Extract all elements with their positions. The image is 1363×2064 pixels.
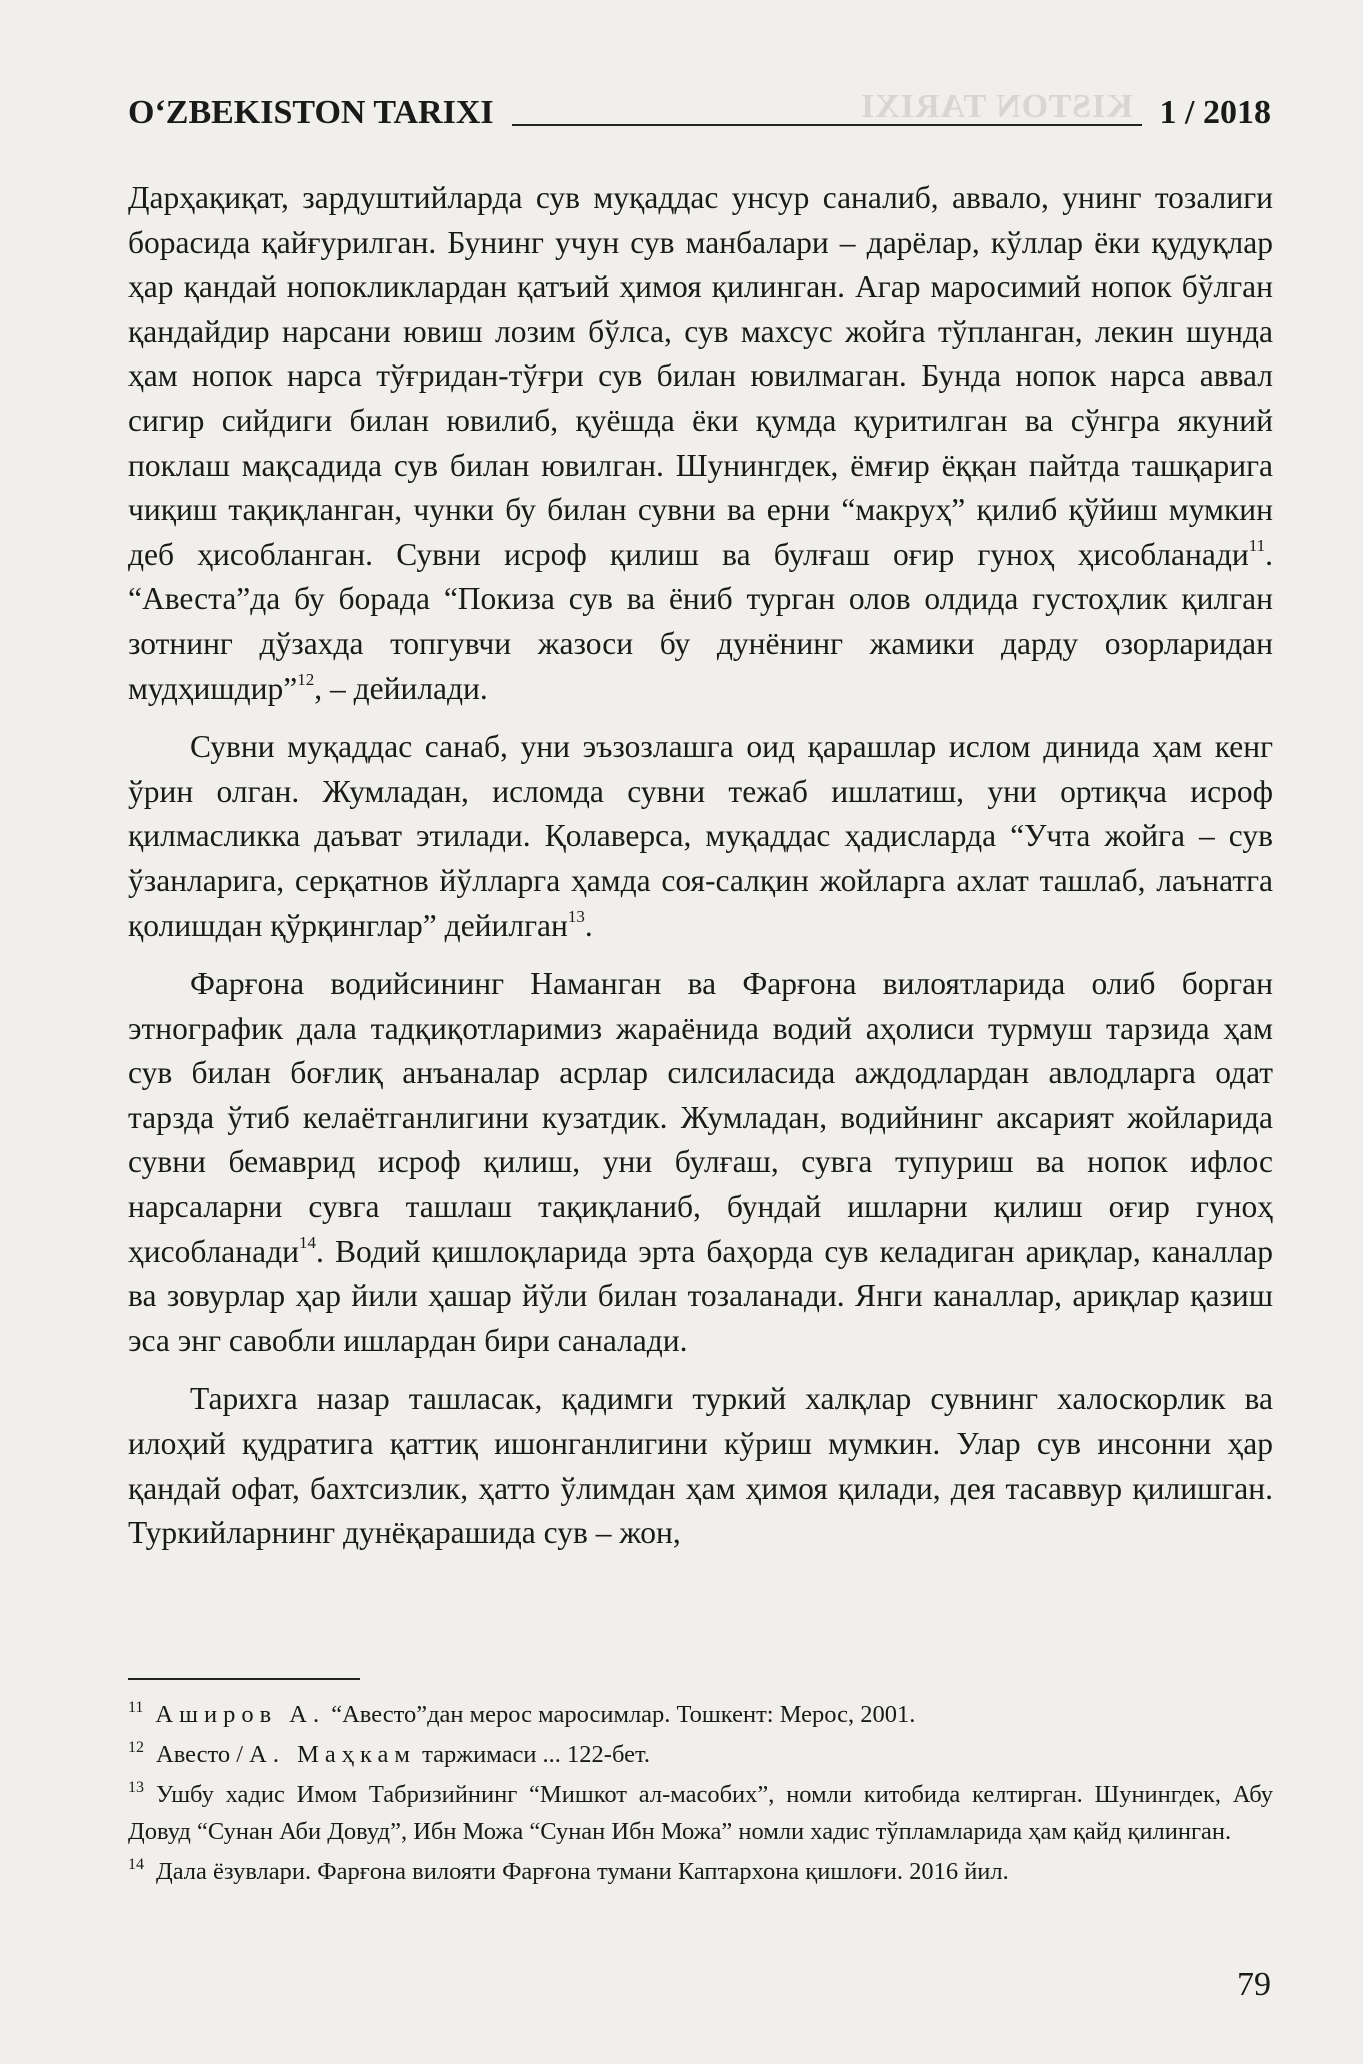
footnote-ref[interactable]: 13 [567,906,585,926]
paragraph-text: Сувни муқаддас санаб, уни эъзозлашга оид қарашлар ислом динида ҳам кенг ўрин олган. Жумладан, исломда сувни тежаб ишлатиш, уни ортиқча исроф қилмасликка даъват этилади. Қолаверса, муқаддас ҳадисларда “Учта жойга – сув ўзанларига, серқатнов йўлларга ҳамда соя-салқин жойларга ахлат ташлаб, лаънатга қолишдан қўрқинглар” дейилган [128,729,1273,943]
paragraph [128,725,1273,948]
footnote-text: “Авесто”дан мерос маросимлар. Тошкент: Мерос, 2001. [325,1701,916,1728]
paragraph-text: . Водий қишлоқларида эрта баҳорда сув келадиган ариқлар, каналлар ва зовурлар ҳар йили ҳашар йўли билан тозаланади. Янги каналлар, ариқлар қазиш эса энг савобли ишлардан бири саналади. [128,1233,1273,1358]
footnote-ref[interactable]: 12 [297,669,315,689]
footnote [128,1776,1273,1850]
footnote-separator [128,1678,360,1680]
bleed-through-text: KISTON TARIXI [860,88,1133,125]
header-rule [512,124,1142,126]
paragraph [128,962,1273,1363]
running-header [128,88,1271,132]
page-number: 79 [1237,1966,1271,2003]
paragraph-text: , – дейилади. [314,670,488,706]
paragraph [128,176,1273,711]
footnote [128,1736,1273,1773]
footnote-text: таржимаси ... 122-бет. [415,1741,650,1768]
footnote-ref[interactable]: 11 [1248,535,1266,555]
footnote-number: 14 [128,1856,144,1873]
footnote-author: А. Маҳкам [249,1741,416,1768]
issue-number: 1 / 2018 [1159,94,1271,131]
paragraph [128,1377,1273,1555]
footnote-author: Аширов А. [155,1701,326,1728]
footnote-number: 13 [128,1779,144,1796]
footnote-ref[interactable]: 14 [299,1232,317,1252]
paragraph-text: . [584,907,593,943]
footnote-text: Ушбу хадис Имом Табризийнинг “Мишкот ал-масобих”, номли китобида келтирган. Шунингдек, Абу Довуд “Сунан Аби Довуд”, Ибн Можа “Сунан Ибн Можа” номли хадис тўпламларида ҳам қайд қилинган. [128,1781,1273,1845]
footnote-number: 12 [128,1739,144,1756]
footnote [128,1696,1273,1733]
footnote-number: 11 [128,1699,144,1716]
footnotes [128,1696,1273,1893]
article-body [128,176,1273,1556]
paragraph-text: Тарихга назар ташласак, қадимги туркий халқлар сувнинг халоскорлик ва илоҳий қудратига қаттиқ ишонганлигини кўриш мумкин. Улар сув инсонни ҳар қандай офат, бахтсизлик, ҳатто ўлимдан ҳам ҳимоя қилади, дея тасаввур қилишган. Туркийларнинг дунёқарашида сув – жон, [128,1381,1273,1551]
paragraph-text: Фарғона водийсининг Наманган ва Фарғона вилоятларида олиб борган этнографик дала тадқиқотларимиз жараёнида водий аҳолиси турмуш тарзида ҳам сув билан боғлиқ анъаналар асрлар силсиласида аждодлардан авлодларга одат тарзда ўтиб келаётганлигини кузатдик. Жумладан, водийнинг аксарият жойларида сувни бемаврид исроф қилиш, уни булғаш, сувга тупуриш ва нопок ифлос нарсаларни сувга ташлаш тақиқланиб, бундай ишларни қилиш оғир гуноҳ ҳисобланади [128,966,1273,1269]
paragraph-text: . “Авеста”да бу борада “Покиза сув ва ёниб турган олов олдида густоҳлик қилган зотнинг дўзахда топгувчи жазоси бу дунёнинг жамики дарду озорларидан мудҳишдир” [128,536,1273,706]
journal-title: O‘ZBEKISTON TARIXI [128,94,494,131]
footnote-text: Дала ёзувлари. Фарғона вилояти Фарғона тумани Каптархона қишлоғи. 2016 йил. [156,1858,1009,1885]
footnote [128,1853,1273,1890]
footnote-text: Авесто / [156,1741,250,1768]
paragraph-text: Дарҳақиқат, зардуштийларда сув муқаддас унсур саналиб, аввало, унинг тозалиги борасида қайғурилган. Бунинг учун сув манбалари – дарёлар, кўллар ёки қудуқлар ҳар қандай нопокликлардан қатъий ҳимоя қилинган. Агар маросимий нопок бўлган қандайдир нарсани ювиш лозим бўлса, сув махсус жойга тўпланган, лекин шунда ҳам нопок нарса тўғридан-тўғри сув билан ювилмаган. Бунда нопок нарса аввал сигир сийдиги билан ювилиб, қуёшда ёки қумда қуритилган ва сўнгра якуний поклаш мақсадида сув билан ювилган. Шунингдек, ёмғир ёққан пайтда ташқарига чиқиш тақиқланган, чунки бу билан сувни ва ерни “макруҳ” қилиб қўйиш мумкин деб ҳисобланган. Сувни исроф қилиш ва булғаш оғир гуноҳ ҳисобланади [128,180,1273,572]
